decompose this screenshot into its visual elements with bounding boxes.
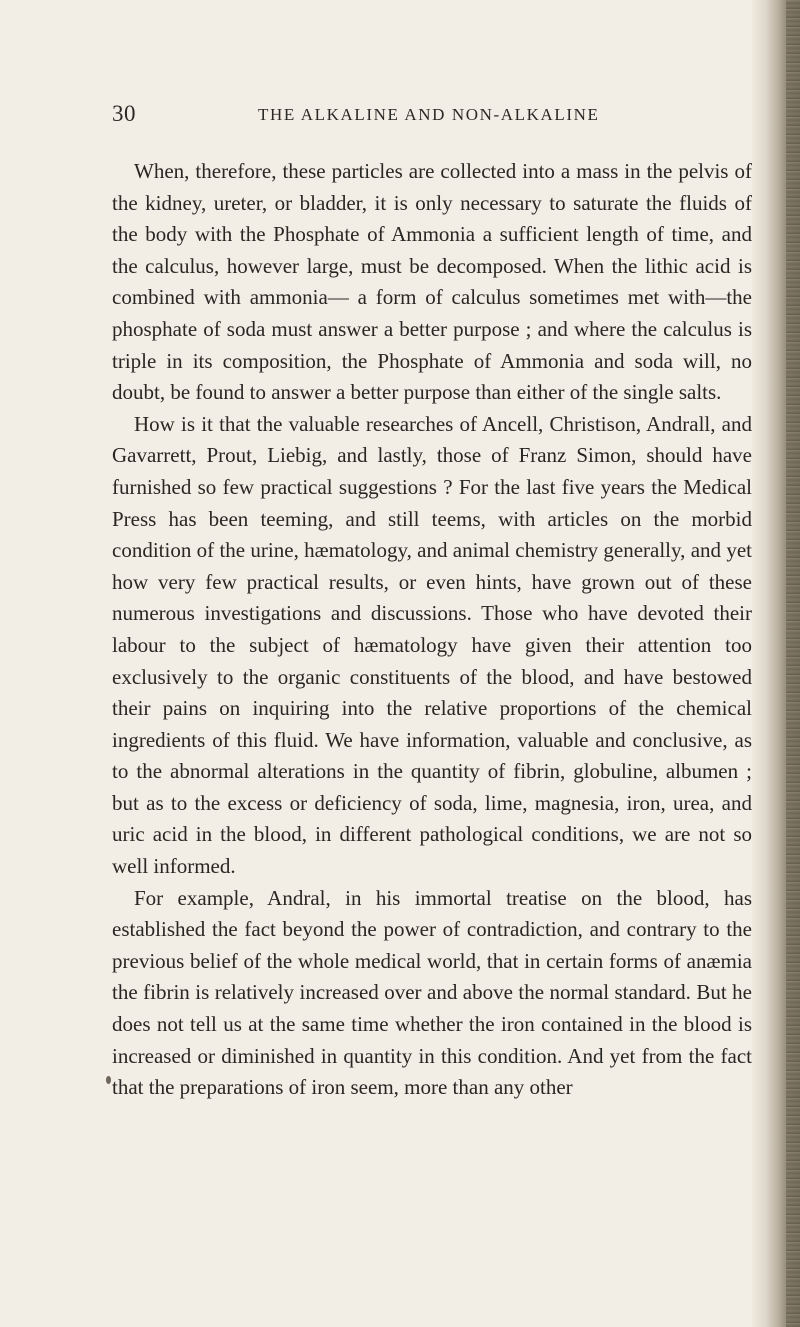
ink-speck <box>106 1076 111 1084</box>
page-number: 30 <box>112 101 136 126</box>
paragraph-1: When, therefore, these particles are collected into a mass in the pelvis of the kidney, ureter, or bladder, it is only necessary to saturate the fluids of the body with the Phosphate of Ammonia a sufficient length of time, and the calculus, however large, must be decomposed. When the lithic acid is combined with ammonia— a form of calculus sometimes met with—the phosphate of soda must answer a better purpose ; and where the calculus is triple in its composition, the Phosphate of Ammonia and soda will, no doubt, be found to answer a better purpose than either of the single salts. <box>112 159 752 405</box>
page-header <box>112 101 758 131</box>
paragraph-3: For example, Andral, in his immortal treatise on the blood, has established the fact beyond the power of contradiction, and contrary to the previous belief of the whole medical world, that in certain forms of anæmia the fibrin is relatively increased over and above the normal standard. But he does not tell us at the same time whether the iron contained in the blood is increased or diminished in quantity in this condition. And yet from the fact that the preparations of iron seem, more than any other <box>112 885 752 1100</box>
running-title: THE ALKALINE AND NON-ALKALINE <box>258 105 600 124</box>
paragraph-2: How is it that the valuable researches of Ancell, Christison, Andrall, and Gavarrett, Prout, Liebig, and lastly, those of Franz Simon, should have furnished so few practical suggestions ? For the last five years the Medical Press has been teeming, and still teems, with articles on the morbid condition of the urine, hæmatology, and animal chemistry generally, and yet how very few practical results, or even hints, have grown out of these numerous investigations and discussions. Those who have devoted their labour to the subject of hæmatology have given their attention too exclusively to the organic constituents of the blood, and have bestowed their pains on inquiring into the relative proportions of the chemical ingredients of this fluid. We have information, valuable and conclusive, as to the abnormal alterations in the quantity of fibrin, globuline, albumen ; but as to the excess or deficiency of soda, lime, magnesia, iron, urea, and uric acid in the blood, in different pathological conditions, we are not so well informed. <box>112 411 752 879</box>
page-edge <box>752 0 800 1327</box>
body-text <box>112 156 752 1104</box>
